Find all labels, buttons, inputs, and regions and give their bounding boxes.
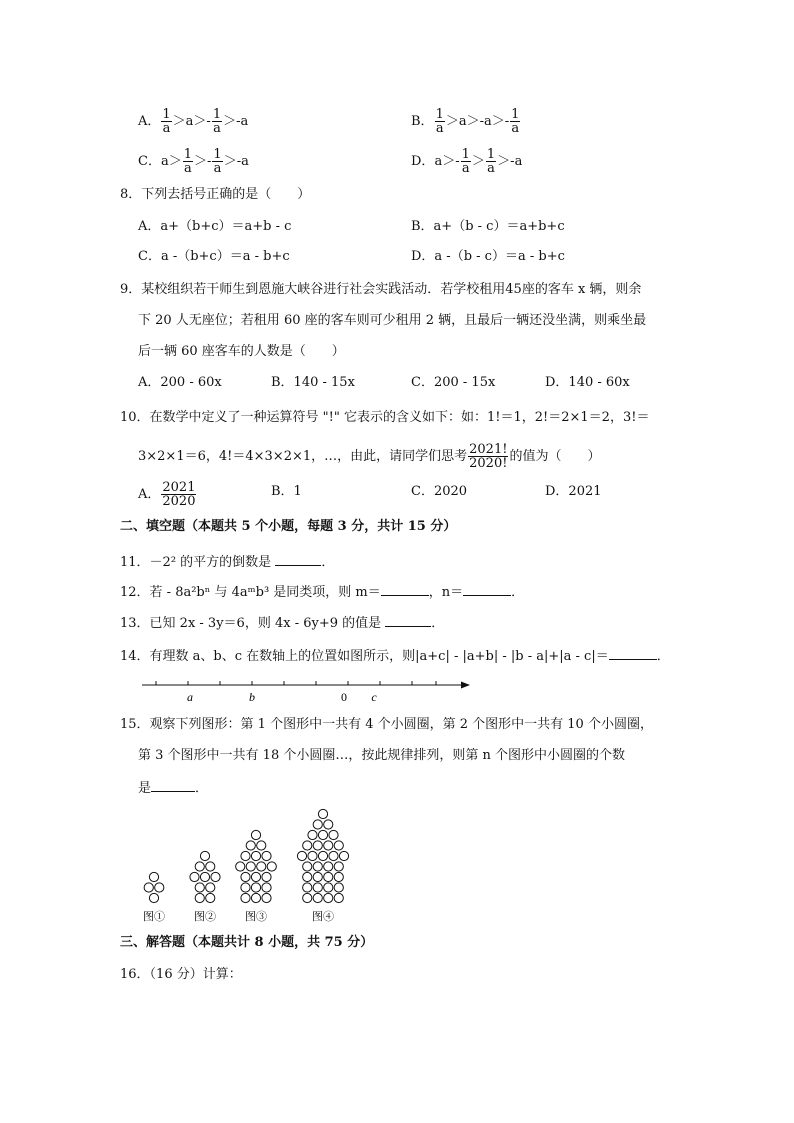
- small-circle-fig3: [251, 851, 260, 860]
- numerator: 1: [461, 147, 470, 162]
- small-circle-fig3: [241, 851, 250, 860]
- small-circle-fig3: [257, 862, 266, 871]
- small-circle-fig4: [324, 872, 333, 881]
- small-circle-fig3: [267, 862, 276, 871]
- small-circle-fig4: [313, 893, 322, 902]
- answer-blank: [463, 583, 511, 596]
- figure-label-3: 图③: [245, 910, 267, 923]
- small-circle-fig2: [200, 872, 209, 881]
- option-text: ＞a＞-a＞-: [445, 114, 510, 129]
- small-circle-fig4: [313, 841, 322, 850]
- q10-option-c: C．2020: [411, 484, 468, 499]
- small-circle-fig2: [195, 883, 204, 892]
- q15-line3: [138, 779, 208, 797]
- numerator: 2021!: [469, 442, 508, 457]
- q12-text: 12．若 - 8a²bⁿ 与 4aᵐb³ 是同类项，则 m＝: [120, 585, 381, 600]
- point-label-a: a: [187, 690, 193, 704]
- small-circle-fig2: [200, 851, 209, 860]
- small-circle-fig2: [206, 862, 215, 871]
- small-circle-fig4: [334, 893, 343, 902]
- small-circle-fig4: [324, 820, 333, 829]
- numerator: 1: [435, 107, 444, 122]
- small-circle-fig4: [313, 820, 322, 829]
- q10-option-a: [138, 481, 197, 508]
- figure-label-2: 图②: [194, 910, 216, 923]
- small-circle-fig4: [329, 830, 338, 839]
- small-circle-fig4: [324, 862, 333, 871]
- small-circle-fig4: [318, 830, 327, 839]
- small-circle-fig3: [251, 872, 260, 881]
- small-circle-fig4: [303, 872, 312, 881]
- q15-end: ．: [195, 781, 209, 796]
- q15-line2: 第 3 个图形中一共有 18 个小圆圈…，按此规律排列，则第 n 个图形中小圆圈的个数: [138, 748, 625, 763]
- q11: [120, 553, 334, 571]
- small-circle-fig4: [318, 809, 327, 818]
- small-circle-fig1: [149, 872, 158, 881]
- denominator: a: [511, 121, 520, 136]
- small-circle-fig4: [297, 851, 306, 860]
- small-circle-fig1: [149, 893, 158, 902]
- q8-option-d: D．a -（b - c）＝a - b+c: [411, 249, 565, 264]
- fraction: [161, 481, 196, 508]
- q12-text: ，n＝: [428, 585, 464, 600]
- q7-option-b: [411, 108, 521, 135]
- small-circle-fig3: [262, 851, 271, 860]
- small-circle-fig2: [211, 872, 220, 881]
- q10-text: 的值为（ ）: [509, 449, 601, 464]
- figure-label-1: 图①: [143, 910, 165, 923]
- q16: 16．（16 分）计算：: [120, 967, 242, 982]
- small-circle-fig4: [329, 851, 338, 860]
- numerator: 1: [486, 147, 496, 162]
- small-circle-fig4: [308, 851, 317, 860]
- q13-end: ．: [431, 616, 445, 631]
- q14-text: 14．有理数 a、b、c 在数轴上的位置如图所示，则|a+c| - |a+b| - |b - a|+|a - c|＝: [120, 649, 609, 664]
- small-circle-fig4: [303, 841, 312, 850]
- q8-option-c: C．a -（b+c）＝a - b+c: [138, 249, 290, 264]
- small-circle-fig1: [155, 883, 164, 892]
- q9-line1: 9．某校组织若干师生到恩施大峡谷进行社会实践活动．若学校租用45座的客车 x 辆，则余: [120, 282, 642, 297]
- answer-blank: [381, 583, 429, 596]
- small-circle-fig3: [236, 862, 245, 871]
- q9-option-c: C．200 - 15x: [411, 375, 496, 390]
- small-circle-fig3: [251, 883, 260, 892]
- small-circle-fig3: [262, 883, 271, 892]
- small-circle-fig4: [313, 872, 322, 881]
- option-label: A．: [138, 487, 161, 502]
- small-circle-fig2: [190, 872, 199, 881]
- circle-pattern-figures: [130, 806, 370, 926]
- small-circle-fig4: [324, 841, 333, 850]
- small-circle-fig4: [318, 851, 327, 860]
- denominator: 2020!: [469, 456, 508, 471]
- point-label-c: c: [371, 690, 377, 704]
- q9-line3: 后一辆 60 座客车的人数是（ ）: [138, 344, 345, 359]
- small-circle-fig2: [206, 883, 215, 892]
- q11-text: 11．－2² 的平方的倒数是: [120, 555, 272, 570]
- q9-option-b: B．140 - 15x: [271, 375, 355, 390]
- denominator: a: [435, 121, 444, 136]
- small-circle-fig2: [195, 862, 204, 871]
- q10-option-b: B．1: [271, 484, 302, 499]
- denominator: a: [487, 161, 495, 176]
- q9-option-a: A．200 - 60x: [138, 375, 222, 390]
- answer-blank: [275, 553, 321, 566]
- q12: [120, 583, 524, 601]
- section-heading-solutions: 三、解答题（本题共计 8 小题，共 75 分）: [120, 935, 374, 950]
- numerator: 1: [183, 147, 192, 162]
- option-text: ＞: [471, 154, 485, 169]
- numerator: 1: [212, 107, 222, 122]
- option-label: D．: [411, 154, 435, 169]
- small-circle-fig4: [334, 883, 343, 892]
- option-label: C．: [138, 154, 161, 169]
- option-label: B．: [411, 114, 434, 129]
- small-circle-fig4: [324, 893, 333, 902]
- numerator: 1: [213, 147, 222, 162]
- small-circle-fig4: [339, 851, 348, 860]
- denominator: a: [183, 161, 192, 176]
- denominator: a: [162, 121, 171, 136]
- number-line-ticks: [156, 681, 436, 685]
- small-circle-fig4: [313, 862, 322, 871]
- option-text: ＞a＞-: [172, 114, 211, 129]
- option-text: ＞-a: [223, 154, 249, 169]
- answer-blank: [385, 614, 431, 627]
- q14: [120, 647, 670, 665]
- numerator: 1: [511, 107, 520, 122]
- arrow-head-icon: [461, 682, 470, 689]
- small-circle-fig4: [334, 872, 343, 881]
- q10-line1: 10．在数学中定义了一种运算符号 "!" 它表示的含义如下：如：1!＝1，2!＝2×1＝2，3!＝: [120, 410, 650, 425]
- small-circle-fig3: [241, 883, 250, 892]
- figure-label-4: 图④: [312, 910, 334, 923]
- q11-end: ．: [321, 555, 335, 570]
- q10-text: 3×2×1＝6，4!＝4×3×2×1，…，由此，请同学们思考: [138, 449, 468, 464]
- fraction: [435, 108, 445, 135]
- fraction: [212, 148, 222, 175]
- q14-end: ．: [656, 649, 670, 664]
- point-label-b: b: [249, 690, 255, 704]
- q9-line2: 下 20 人无座位；若租用 60 座的客车则可少租用 2 辆，且最后一辆还没坐满，则乘坐最: [138, 313, 647, 328]
- q7-option-a: [138, 108, 248, 135]
- q15-line1: 15．观察下列图形：第 1 个图形中一共有 4 个小圆圈，第 2 个图形中一共有 10 个小圆圈，: [120, 717, 653, 732]
- number-line-diagram: [138, 672, 478, 706]
- q7-option-d: [411, 148, 522, 175]
- numerator: 2021: [162, 480, 196, 495]
- small-circle-fig4: [303, 862, 312, 871]
- small-circle-fig3: [257, 841, 266, 850]
- numerator: 1: [162, 107, 171, 122]
- small-circle-fig3: [241, 893, 250, 902]
- small-circle-fig3: [251, 830, 260, 839]
- q7-option-c: [138, 148, 249, 175]
- fraction: [212, 108, 222, 135]
- denominator: 2020: [162, 494, 196, 509]
- small-circle-fig3: [246, 841, 255, 850]
- fraction: [510, 108, 520, 135]
- fraction: [461, 148, 471, 175]
- small-circle-fig3: [262, 872, 271, 881]
- q10-line2: [138, 443, 600, 470]
- small-circle-fig3: [251, 893, 260, 902]
- answer-blank: [151, 779, 195, 792]
- q8-option-b: B．a+（b - c）＝a+b+c: [411, 219, 565, 234]
- small-circle-fig3: [241, 872, 250, 881]
- small-circle-fig4: [324, 883, 333, 892]
- q8-option-a: A．a+（b+c）＝a+b - c: [138, 219, 292, 234]
- q12-end: ．: [511, 585, 525, 600]
- q13: [120, 614, 444, 632]
- small-circle-fig4: [308, 830, 317, 839]
- small-circle-fig4: [303, 893, 312, 902]
- q10-option-d: D．2021: [545, 484, 602, 499]
- small-circle-fig2: [195, 893, 204, 902]
- small-circle-fig2: [206, 893, 215, 902]
- point-label-zero: 0: [341, 690, 347, 704]
- q9-option-d: D．140 - 60x: [545, 375, 630, 390]
- small-circle-fig1: [144, 883, 153, 892]
- q13-text: 13．已知 2x - 3y＝6，则 4x - 6y+9 的值是: [120, 616, 382, 631]
- denominator: a: [213, 161, 222, 176]
- option-text: a＞: [160, 154, 182, 169]
- fraction: [486, 148, 496, 175]
- option-text: ＞-: [194, 154, 212, 169]
- q8-stem: 8．下列去括号正确的是（ ）: [120, 187, 311, 202]
- small-circle-fig4: [313, 883, 322, 892]
- option-text: ＞-a: [497, 154, 523, 169]
- q15-text: 是: [138, 781, 152, 796]
- option-text: ＞-a: [223, 114, 249, 129]
- small-circle-fig4: [334, 841, 343, 850]
- small-circle-fig3: [246, 862, 255, 871]
- small-circle-fig4: [303, 883, 312, 892]
- small-circle-fig4: [334, 862, 343, 871]
- option-label: A．: [138, 114, 161, 129]
- denominator: a: [213, 121, 221, 136]
- option-text: a＞-: [434, 154, 460, 169]
- fraction: [468, 443, 508, 470]
- section-heading-fill-in: 二、填空题（本题共 5 个小题，每题 3 分，共计 15 分）: [120, 519, 457, 534]
- small-circle-fig3: [262, 893, 271, 902]
- fraction: [161, 108, 171, 135]
- denominator: a: [461, 161, 470, 176]
- fraction: [183, 148, 193, 175]
- answer-blank: [609, 647, 657, 660]
